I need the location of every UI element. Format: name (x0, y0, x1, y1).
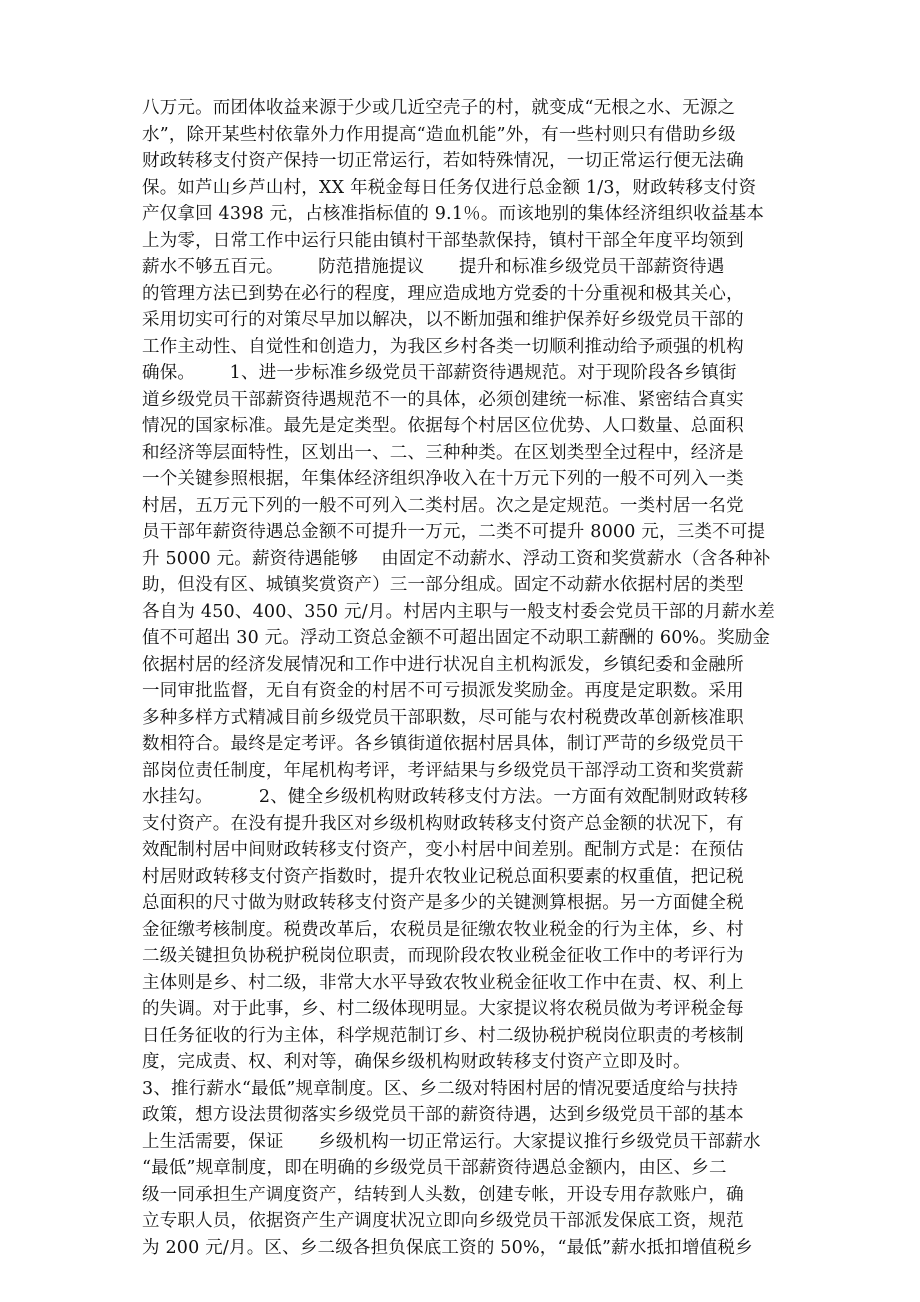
text-line: 上生活需要，保证 乡级机构一切正常运行。大家提议推行乡级党员干部薪水 (142, 1131, 761, 1152)
text-line: 员干部年薪资待遇总金额不可提升一万元，二类不可提升 8000 元，三类不可提 (142, 522, 766, 542)
text-line: 水挂勾。 2、健全乡级机构财政转移支付方法。一方面有效配制财政转移 (142, 787, 749, 807)
text-line: 采用切实可行的对策尽早加以解决，以不断加强和维护保养好乡级党员干部的 (142, 310, 744, 330)
text-line: 效配制村居中间财政转移支付资产，变小村居中间差别。配制方式是：在预估 (142, 840, 744, 860)
document-body (142, 95, 782, 1261)
text-line: 水”，除开某些村依靠外力作用提高“造血机能”外，有一些村则只有借助乡级 (142, 124, 736, 145)
text-line: 升 5000 元。薪资待遇能够 由固定不动薪水、浮动工资和奖赏薪水（含各种补 (142, 548, 771, 569)
text-line: 政策，想方设法贯彻落实乡级党员干部的薪资待遇，达到乡级党员干部的基本 (142, 1105, 744, 1125)
text-line: 3、推行薪水“最低”规章制度。区、乡二级对特困村居的情况要适度给与扶持 (142, 1078, 739, 1099)
text-line: 主体则是乡、村二级，非常大水平导致农牧业税金征收工作中在责、权、利上 (142, 972, 744, 993)
text-line: 总面积的尺寸做为财政转移支付资产是多少的关键测算根据。另一方面健全税 (142, 893, 744, 913)
text-line: 确保。 1、进一步标准乡级党员干部薪资待遇规范。对于现阶段各乡镇街 (142, 363, 737, 383)
text-line: 立专职人员，依据资产生产调度状况立即向乡级党员干部派发保底工资，规范 (142, 1211, 744, 1231)
text-line: 助，但没有区、城镇奖赏资产）三一部分组成。固定不动薪水依据村居的类型 (142, 575, 744, 595)
text-line: 依据村居的经济发展情况和工作中进行状况自主机构派发，乡镇纪委和金融所 (142, 654, 744, 675)
text-line: 情况的国家标准。最先是定类型。依据每个村居区位优势、人口数量、总面积 (142, 416, 744, 436)
text-line: 八万元。而团体收益来源于少或几近空壳子的村，就变成“无根之水、无源之 (142, 98, 736, 118)
text-line: 财政转移支付资产保持一切正常运行，若如特殊情况，一切正常运行便无法确 (142, 151, 744, 171)
text-line: 为 200 元/月。区、乡二级各担负保底工资的 50%，“最低”薪水抵扣增值税乡 (142, 1237, 753, 1258)
text-line: 日任务征收的行为主体，科学规范制订乡、村二级协税护税岗位职责的考核制 (142, 1025, 744, 1046)
text-line: 村居财政转移支付资产指数时，提升农牧业记税总面积要素的权重值，把记税 (142, 866, 744, 887)
text-line: 产仅拿回 4398 元，占核准指标值的 9.1％。而该地别的集体经济组织收益基本 (142, 204, 765, 224)
text-line: 度，完成责、权、利对等，确保乡级机构财政转移支付资产立即及时。 (142, 1052, 691, 1072)
text-line: 级一同承担生产调度资产，结转到人头数，创建专帐，开设专用存款账户，确 (142, 1184, 744, 1205)
text-line: 工作主动性、自觉性和创造力，为我区乡村各类一切顺利推动给予顽强的机构 (142, 336, 744, 357)
text-line: 上为零，日常工作中运行只能由镇村干部垫款保持，镇村干部全年度平均领到 (142, 230, 744, 251)
text-line: 金征缴考核制度。税费改革后，农税员是征缴农牧业税金的行为主体，乡、村 (142, 919, 744, 940)
text-line: 各自为 450、400、350 元/月。村居内主职与一般支村委会党员干部的月薪水差 (142, 601, 775, 622)
text-line: 的失调。对于此事，乡、村二级体现明显。大家提议将农税员做为考评税金每 (142, 999, 744, 1019)
text-line: 保。如芦山乡芦山村，XX 年税金每日任务仅进行总金额 1/3，财政转移支付资 (142, 177, 757, 198)
text-line: 村居，五万元下列的一般不可列入二类村居。次之是定规范。一类村居一名党 (142, 495, 744, 516)
text-line: 薪水不够五百元。 防范措施提议 提升和标准乡级党员干部薪资待遇 (142, 257, 725, 277)
text-line: 和经济等层面特性，区划出一、二、三种种类。在区划类型全过程中，经济是 (142, 442, 744, 463)
text-line: 一同审批监督，无自有资金的村居不可亏损派发奖励金。再度是定职数。采用 (142, 681, 744, 701)
text-line: 支付资产。在没有提升我区对乡级机构财政转移支付资产总金额的状况下，有 (142, 813, 744, 834)
text-line: 一个关键参照根据，年集体经济组织净收入在十万元下列的一般不可列入一类 (142, 469, 744, 489)
text-line: 的管理方法已到势在必行的程度，理应造成地方党委的十分重视和极其关心， (142, 283, 744, 304)
text-line: 部岗位责任制度，年尾机构考评，考评結果与乡级党员干部浮动工资和奖赏薪 (142, 760, 744, 781)
text-line: 值不可超出 30 元。浮动工资总金额不可超出固定不动职工薪酬的 60%。奖励金 (142, 628, 771, 648)
text-line: 数相符合。最终是定考评。各乡镇街道依据村居具体，制订严苛的乡级党员干 (142, 734, 744, 754)
text-line: 二级关键担负协税护税岗位职责，而现阶段农牧业税金征收工作中的考评行为 (142, 946, 744, 966)
text-line: “最低”规章制度，即在明确的乡级党员干部薪资待遇总金额内，由区、乡二 (142, 1158, 727, 1178)
text-line: 道乡级党员干部薪资待遇规范不一的具体，必须创建统一标准、紧密结合真实 (142, 389, 744, 410)
text-line: 多种多样方式精减目前乡级党员干部职数，尽可能与农村税费改革创新核准职 (142, 707, 744, 728)
